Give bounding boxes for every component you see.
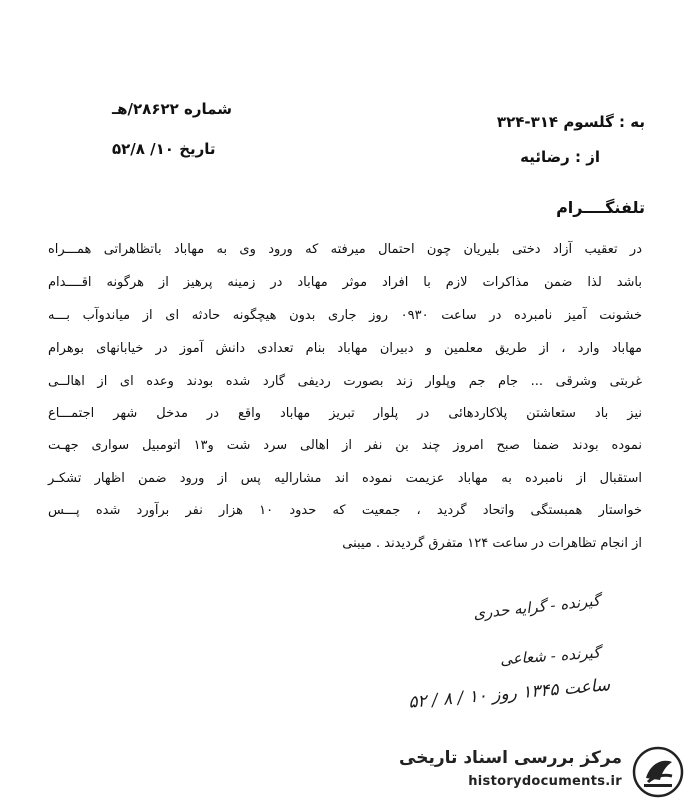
body-line-9: خواستار همبستگی واتحاد گردید ، جمعیت که حدود ۱۰ هزار نفر برآورد شده پـــس	[48, 503, 642, 518]
archive-url: historydocuments.ir	[468, 774, 622, 789]
sender-line: از : رضائیه	[520, 148, 600, 166]
body-line-3: خشونت آمیز نامبرده در ساعت ۰۹۳۰ روز جاری بدون هیچگونه حادثه ای از میاندوآب بـــه	[48, 308, 642, 323]
body-line-7: نموده بودند ضمنا صبح امروز چند بن نفر از اهالی سرد شت و۱۳ اتومبیل سواری جهـت	[48, 438, 642, 453]
handwritten-time-note: ساعت ۱۳۴۵ روز ۱۰ / ۸ / ۵۲	[407, 675, 611, 713]
body-line-10: از انجام تظاهرات در ساعت ۱۲۴ متفرق گردیدند . میبنی	[342, 536, 642, 551]
document-type-title: تلفنگــــرام	[556, 198, 645, 217]
handwritten-receiver-1: گیرنده - گرایه حدری	[472, 591, 601, 623]
archive-name: مرکز بررسی اسناد تاریخی	[399, 748, 622, 768]
archive-logo-icon	[632, 746, 684, 798]
body-line-1: در تعقیب آزاد دختی بلیریان چون احتمال میرفته که ورود وی به مهاباد باتظاهراتی همـــراه	[48, 242, 642, 257]
archive-watermark	[399, 742, 690, 800]
body-line-2: باشد لذا ضمن مذاکرات لازم با افراد موثر مهاباد در زمینه پرهیز از هرگونه اقــــدام	[48, 275, 642, 290]
body-line-6: نیز باد ستعاشتن پلاکاردهائی در پلوار تبریز مهاباد واقع در مدخل شهر اجتمـــاع	[48, 406, 642, 421]
document-number: شماره ۲۸۶۲۲/هـ	[112, 100, 232, 118]
body-line-8: استقبال از نامبرده به مهاباد عزیمت نموده اند مشارالیه پس از ورود ضمن اظهار تشکـر	[48, 471, 642, 486]
recipient-line: به : گلسوم ۳۱۴-۳۲۴	[496, 113, 645, 131]
handwritten-receiver-2: گیرنده - شعاعی	[499, 643, 601, 669]
document-date: تاریخ ۱۰/ ۵۲/۸	[112, 140, 216, 158]
body-line-5: غربتی وشرقی ... جام جم وپلوار زند بصورت ردیفی گارد شده بودند وعده ای از اهالــی	[48, 374, 642, 389]
body-line-4: مهاباد وارد ، از طریق معلمین و دبیران مهاباد بنام تعدادی دانش آموز در خیابانهای بوهرام	[48, 341, 642, 356]
